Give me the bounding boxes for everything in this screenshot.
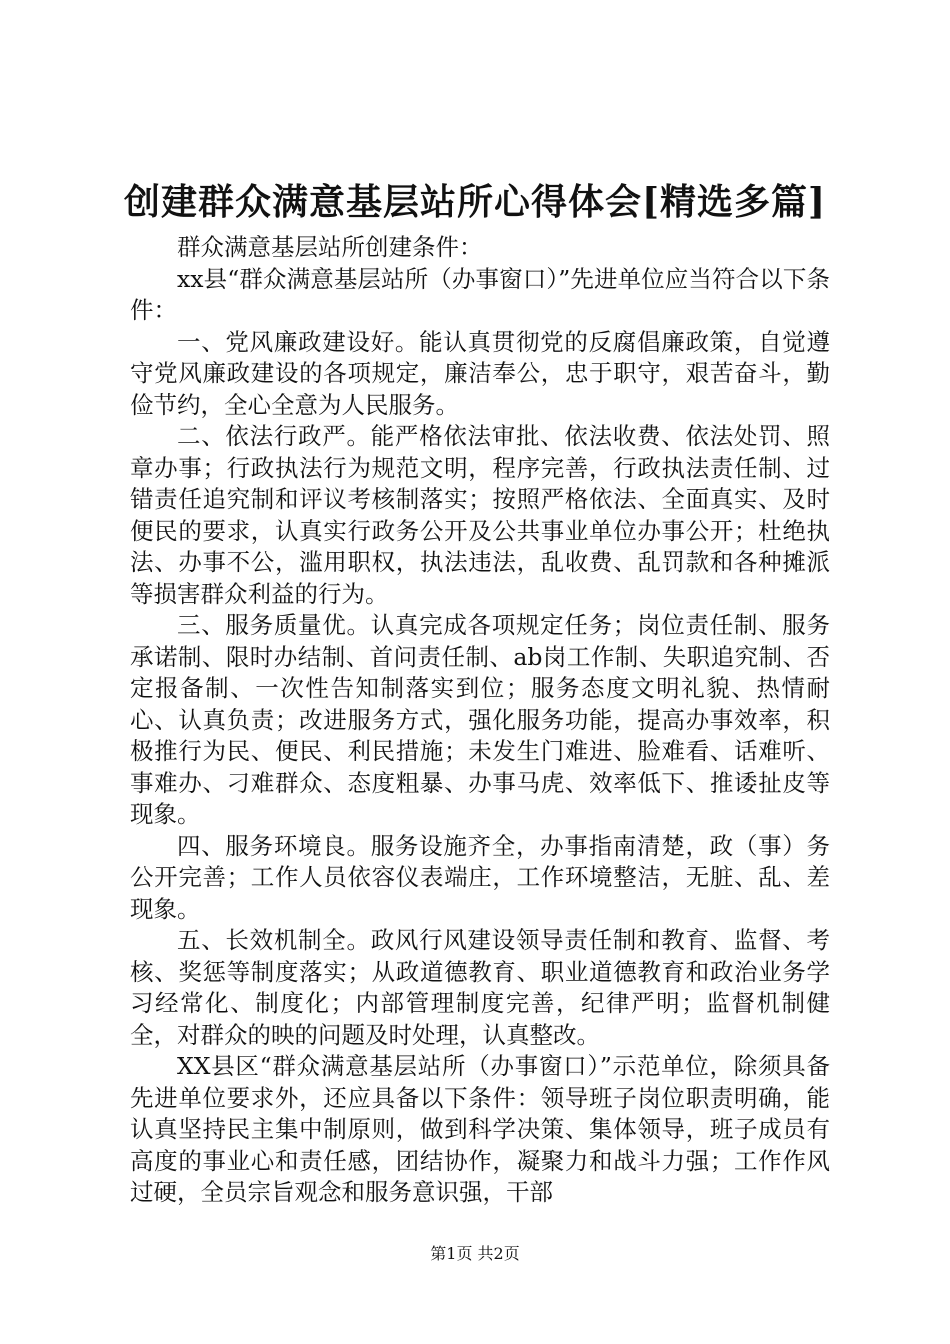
paragraph: 三、服务质量优。认真完成各项规定任务；岗位责任制、服务承诺制、限时办结制、首问责任制、ab岗工作制、失职追究制、否定报备制、一次性告知制落实到位；服务态度文明礼貌、热情耐心、认真负责；改进服务方式，强化服务功能，提高办事效率，积极推行为民、便民、利民措施；未发生门难进、脸难看、话难听、事难办、刁难群众、态度粗暴、办事马虎、效率低下、推诿扯皮等现象。	[130, 611, 830, 828]
paragraph: 四、服务环境良。服务设施齐全，办事指南清楚，政（事）务公开完善；工作人员依容仪表端庄，工作环境整洁，无脏、乱、差现象。	[130, 831, 830, 923]
paragraph: 二、依法行政严。能严格依法审批、依法收费、依法处罚、照章办事；行政执法行为规范文明，程序完善，行政执法责任制、过错责任追究制和评议考核制落实；按照严格依法、全面真实、及时便民的要求，认真实行政务公开及公共事业单位办事公开；杜绝执法、办事不公，滥用职权，执法违法，乱收费、乱罚款和各种摊派等损害群众利益的行为。	[130, 422, 830, 608]
paragraph: 一、党风廉政建设好。能认真贯彻党的反腐倡廉政策，自觉遵守党风廉政建设的各项规定，廉洁奉公，忠于职守，艰苦奋斗，勤俭节约，全心全意为人民服务。	[130, 327, 830, 419]
paragraph: 群众满意基层站所创建条件：	[177, 233, 483, 261]
document-title: 创建群众满意基层站所心得体会[精选多篇]	[123, 181, 827, 223]
page-number-footer: 第1页 共2页	[430, 1244, 520, 1263]
paragraph: XX县区“群众满意基层站所（办事窗口）”示范单位，除须具备先进单位要求外，还应具备以下条件：领导班子岗位职责明确，能认真坚持民主集中制原则，做到科学决策、集体领导，班子成员有高度的事业心和责任感，团结协作，凝聚力和战斗力强；工作作风过硬，全员宗旨观念和服务意识强，干部	[130, 1052, 830, 1206]
document-body	[130, 232, 830, 1209]
paragraph: 五、长效机制全。政风行风建设领导责任制和教育、监督、考核、奖惩等制度落实；从政道德教育、职业道德教育和政治业务学习经常化、制度化；内部管理制度完善，纪律严明；监督机制健全，对群众的映的问题及时处理，认真整改。	[130, 926, 830, 1049]
paragraph: xx县“群众满意基层站所（办事窗口）”先进单位应当符合以下条件：	[130, 264, 830, 324]
